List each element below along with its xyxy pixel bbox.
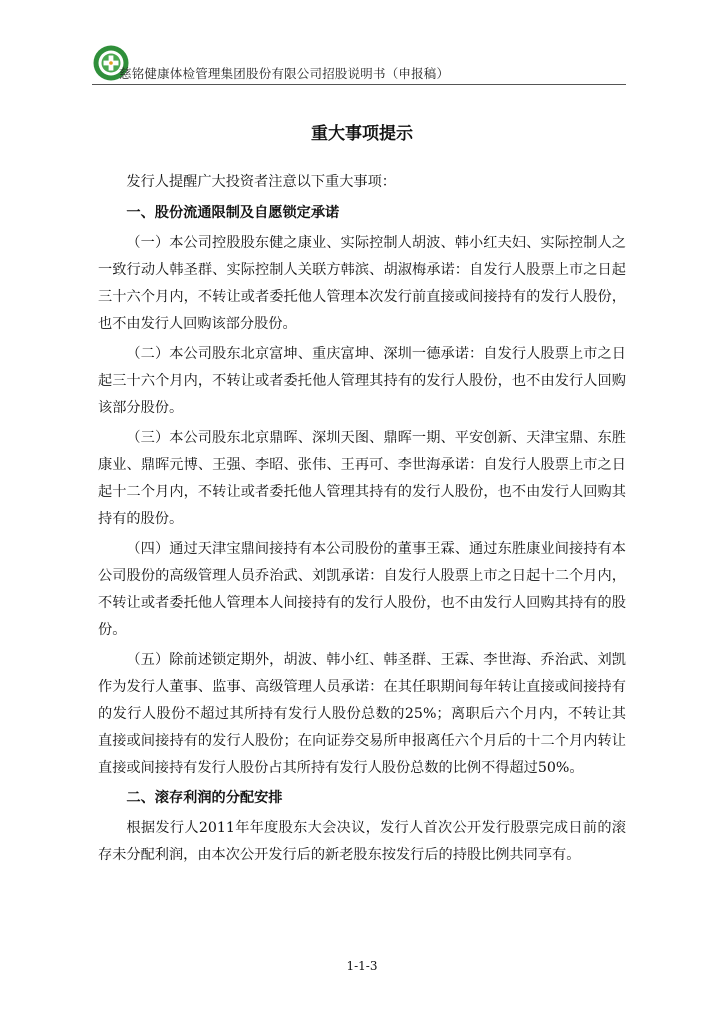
header-divider	[92, 84, 626, 85]
page-title: 重大事项提示	[311, 124, 413, 144]
paragraph-lockup-4: （四）通过天津宝鼎间接持有本公司股份的董事王霖、通过东胜康业间接持有本公司股份的高级管理人员乔治武、刘凯承诺：自发行人股票上市之日起十二个月内，不转让或者委托他人管理本人间接持有的发行人股份，也不由发行人回购其持有的股份。	[98, 541, 626, 638]
section-heading-lockup: 一、股份流通限制及自愿锁定承诺	[126, 205, 340, 221]
paragraph-lockup-2: （二）本公司股东北京富坤、重庆富坤、深圳一德承诺：自发行人股票上市之日起三十六个月内，不转让或者委托他人管理其持有的发行人股份，也不由发行人回购该部分股份。	[98, 346, 626, 416]
document-body	[98, 169, 626, 872]
paragraph-profit-distribution: 根据发行人2011年年度股东大会决议，发行人首次公开发行股票完成日前的滚存未分配利润，由本次公开发行后的新老股东按发行后的持股比例共同享有。	[98, 820, 626, 863]
page-number: 1-1-3	[346, 959, 378, 973]
intro-paragraph: 发行人提醒广大投资者注意以下重大事项：	[126, 174, 396, 190]
header-title: 慈铭健康体检管理集团股份有限公司招股说明书（申报稿）	[119, 66, 450, 81]
section-heading-profit-distribution: 二、滚存利润的分配安排	[126, 790, 283, 806]
paragraph-lockup-3: （三）本公司股东北京鼎晖、深圳天图、鼎晖一期、平安创新、天津宝鼎、东胜康业、鼎晖元博、王强、李昭、张伟、王再可、李世海承诺：自发行人股票上市之日起十二个月内，不转让或者委托他人管理其持有的发行人股份，也不由发行人回购其持有的股份。	[98, 430, 626, 527]
page-header	[92, 44, 626, 86]
paragraph-lockup-5: （五）除前述锁定期外，胡波、韩小红、韩圣群、王霖、李世海、乔治武、刘凯作为发行人董事、监事、高级管理人员承诺：在其任职期间每年转让直接或间接持有的发行人股份不超过其所持有发行人股份总数的25%；离职后六个月内，不转让其直接或间接持有的发行人股份；在向证券交易所申报离任六个月后的十二个月内转让直接或间接持有发行人股份占其所持有发行人股份总数的比例不得超过50%。	[98, 652, 626, 776]
paragraph-lockup-1: （一）本公司控股股东健之康业、实际控制人胡波、韩小红夫妇、实际控制人之一致行动人韩圣群、实际控制人关联方韩滨、胡淑梅承诺：自发行人股票上市之日起三十六个月内，不转让或者委托他人管理本次发行前直接或间接持有的发行人股份，也不由发行人回购该部分股份。	[98, 235, 626, 332]
